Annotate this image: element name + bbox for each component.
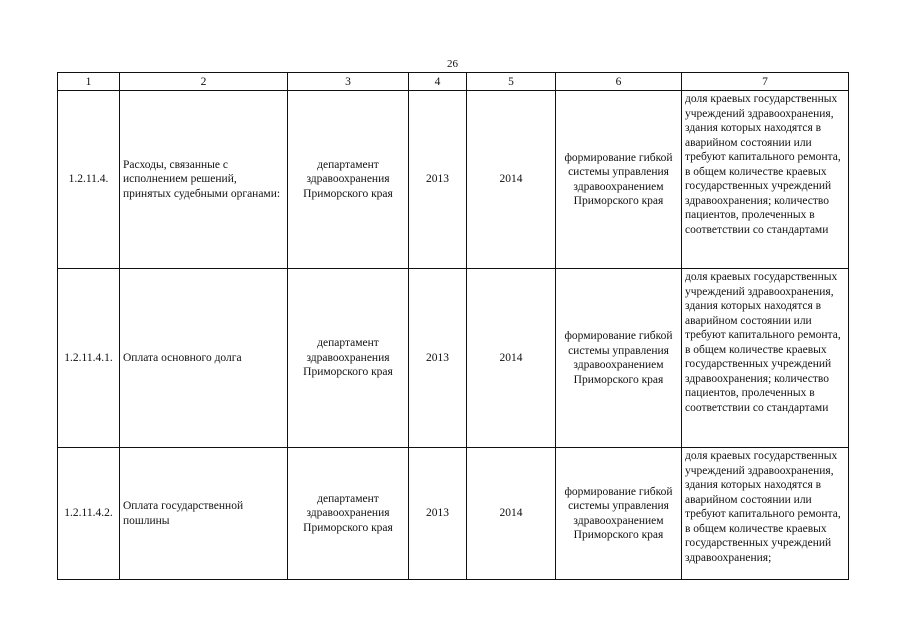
- table-row: [58, 91, 849, 269]
- item-name: Расходы, связанные с исполнением решений, принятых судебными органами:: [120, 91, 288, 269]
- header-cell: 7: [682, 73, 849, 91]
- item-start-year: 2013: [409, 91, 467, 269]
- item-start-year: 2013: [409, 448, 467, 580]
- item-indicator: доля краевых государственных учреждений здравоохранения, здания которых находятся в аварийном состоянии или требуют капитального ремонта, в общем количестве краевых государственных учреждений здравоохранения;: [682, 448, 849, 580]
- header-row: [58, 73, 849, 91]
- item-number: 1.2.11.4.: [58, 91, 120, 269]
- program-table: [57, 72, 849, 580]
- item-number: 1.2.11.4.2.: [58, 448, 120, 580]
- item-indicator: доля краевых государственных учреждений здравоохранения, здания которых находятся в аварийном состоянии или требуют капитального ремонта, в общем количестве краевых государственных учреждений здравоохранения; количество пациентов, пролеченных в соответствии со стандартами: [682, 91, 849, 269]
- item-executor: департамент здравоохранения Приморского края: [288, 448, 409, 580]
- page-number: 26: [447, 58, 458, 70]
- header-cell: 5: [467, 73, 556, 91]
- item-number: 1.2.11.4.1.: [58, 269, 120, 448]
- header-cell: 3: [288, 73, 409, 91]
- table-row: [58, 269, 849, 448]
- header-cell: 4: [409, 73, 467, 91]
- item-executor: департамент здравоохранения Приморского края: [288, 269, 409, 448]
- header-cell: 1: [58, 73, 120, 91]
- item-result: формирование гибкой системы управления здравоохранением Приморского края: [556, 269, 682, 448]
- item-executor: департамент здравоохранения Приморского края: [288, 91, 409, 269]
- header-cell: 6: [556, 73, 682, 91]
- item-name: Оплата основного долга: [120, 269, 288, 448]
- item-end-year: 2014: [467, 448, 556, 580]
- item-result: формирование гибкой системы управления здравоохранением Приморского края: [556, 91, 682, 269]
- item-end-year: 2014: [467, 91, 556, 269]
- item-result: формирование гибкой системы управления здравоохранением Приморского края: [556, 448, 682, 580]
- item-start-year: 2013: [409, 269, 467, 448]
- table-row: [58, 448, 849, 580]
- item-name: Оплата государственной пошлины: [120, 448, 288, 580]
- header-cell: 2: [120, 73, 288, 91]
- item-end-year: 2014: [467, 269, 556, 448]
- item-indicator: доля краевых государственных учреждений здравоохранения, здания которых находятся в аварийном состоянии или требуют капитального ремонта, в общем количестве краевых государственных учреждений здравоохранения; количество пациентов, пролеченных в соответствии со стандартами: [682, 269, 849, 448]
